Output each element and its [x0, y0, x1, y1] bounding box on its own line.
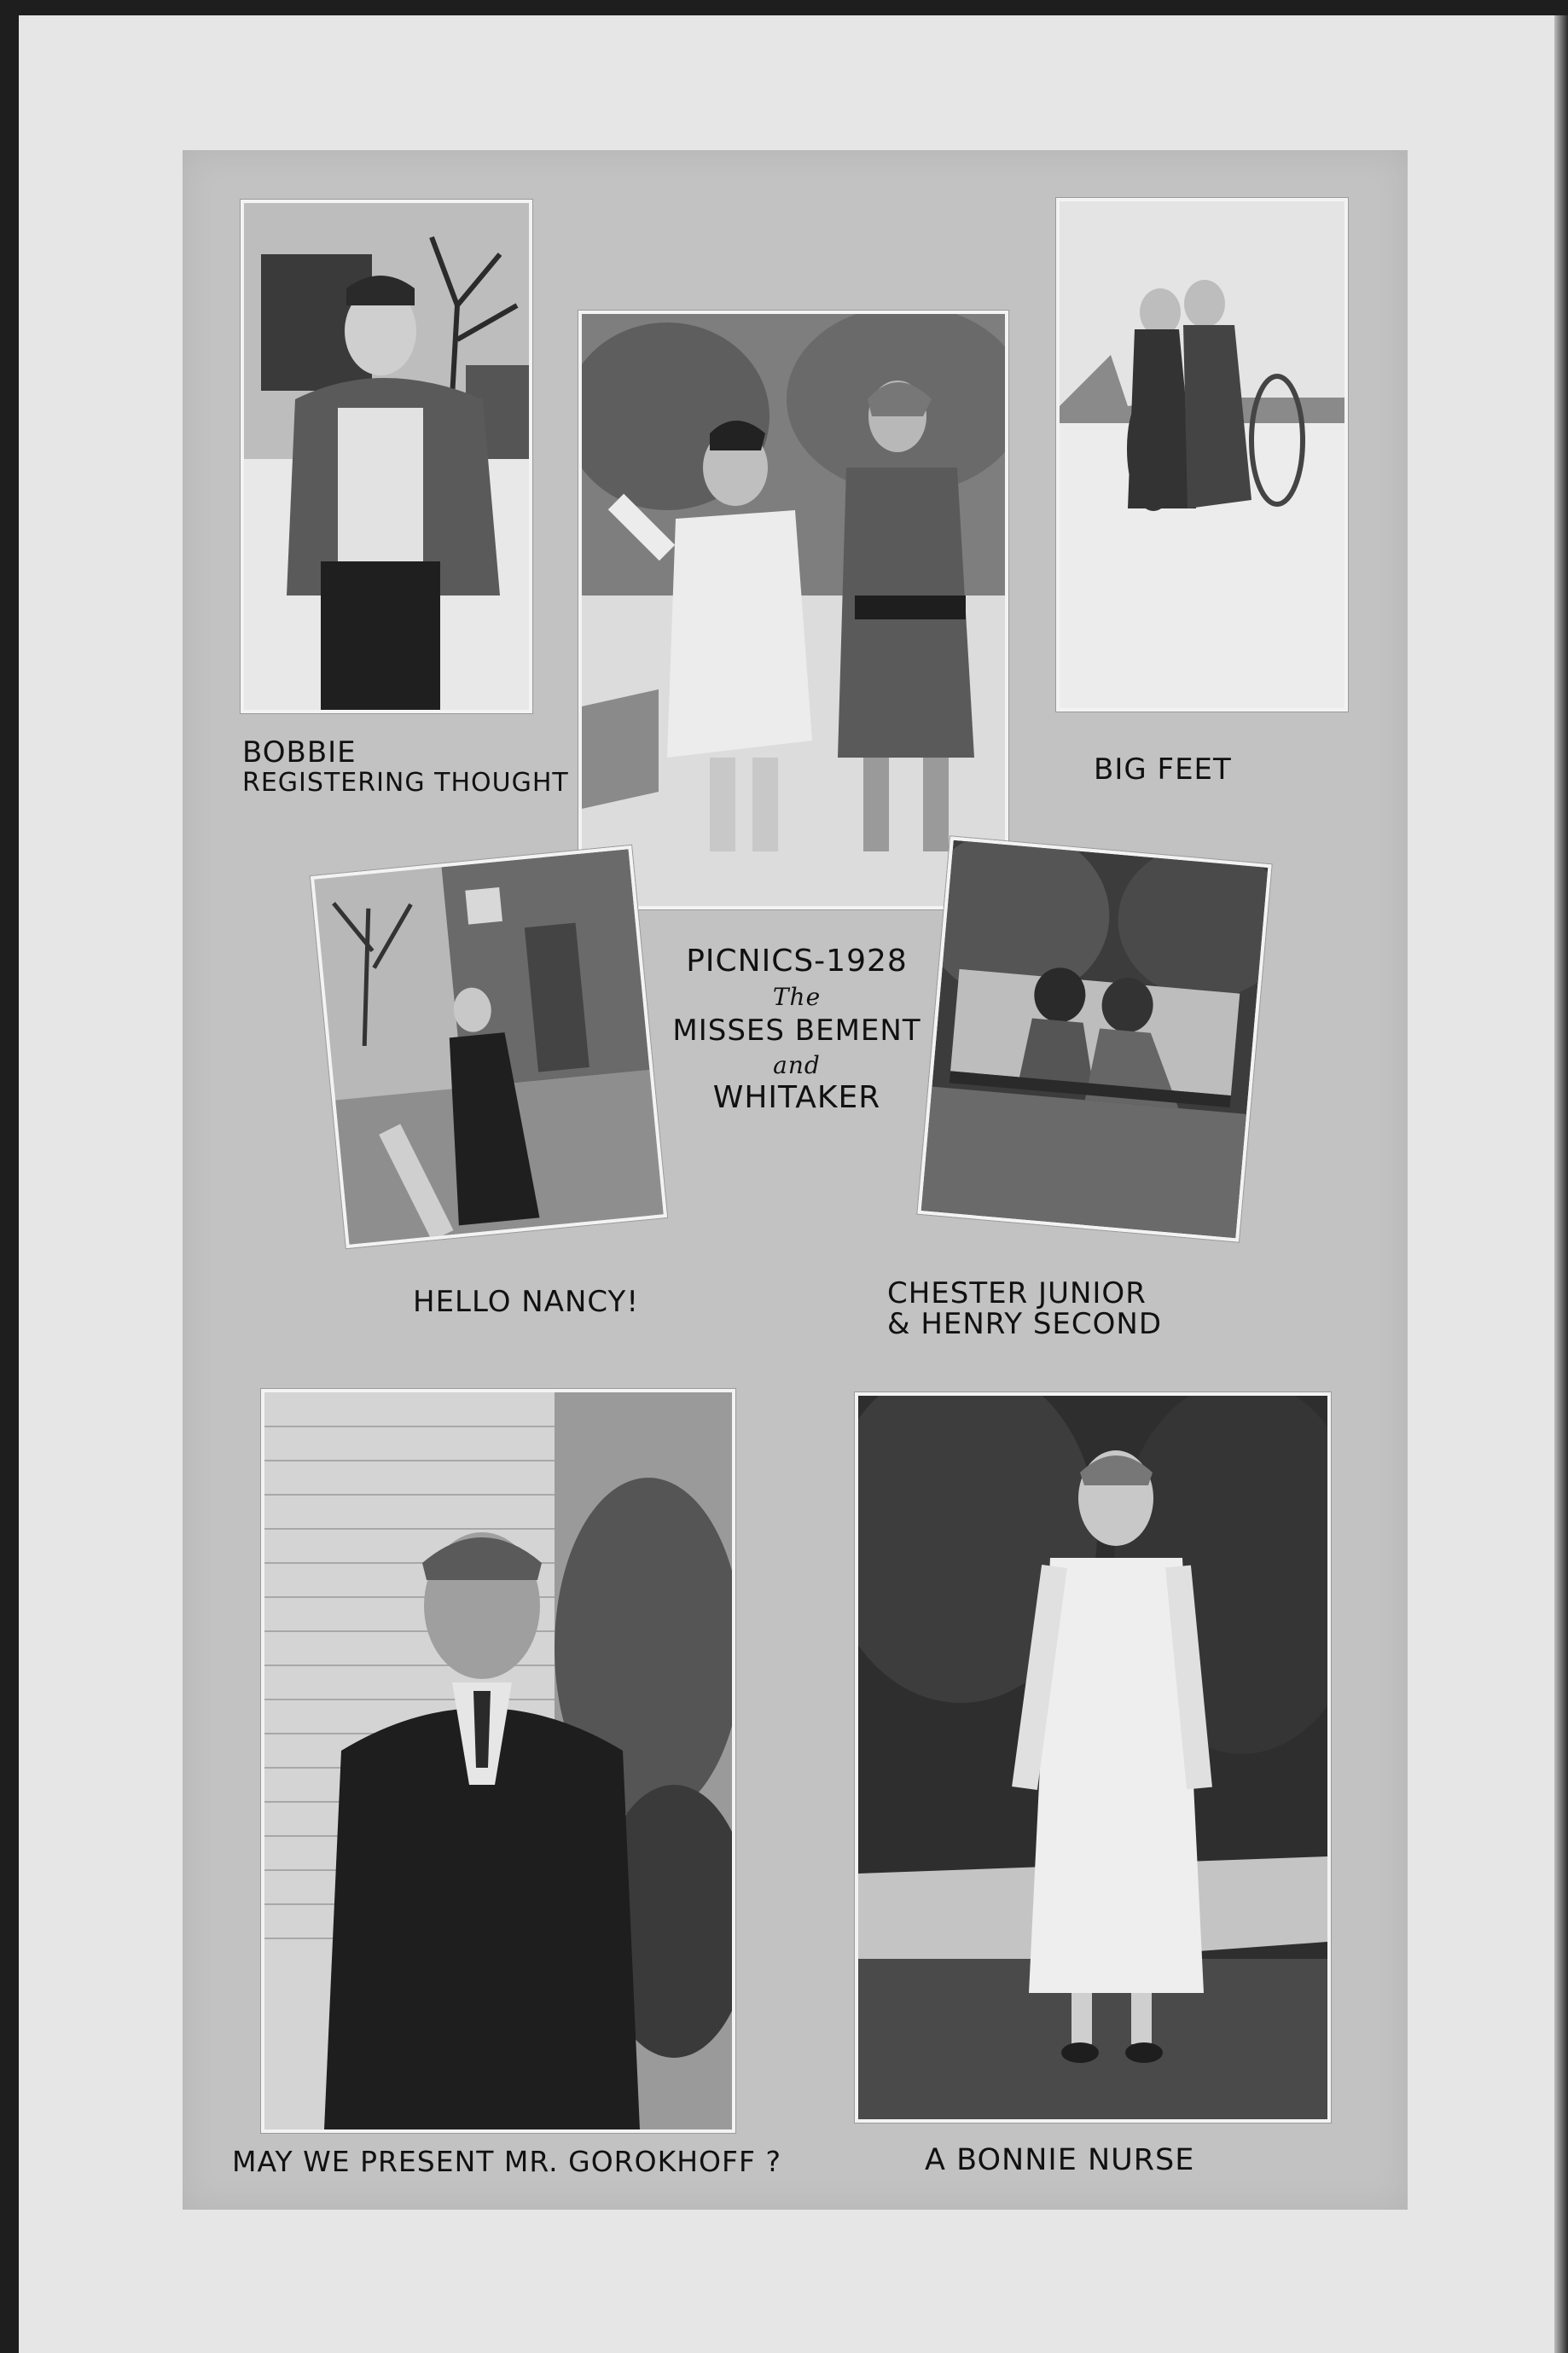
- photo-chester-henry: [917, 836, 1271, 1241]
- photo-big-feet-image: [1060, 201, 1344, 708]
- title-picnics-1928: PICNICS-1928: [686, 944, 908, 979]
- photo-gorokhoff: [261, 1389, 735, 2133]
- title-whitaker: WHITAKER: [712, 1080, 881, 1115]
- title-and: and: [773, 1051, 821, 1079]
- photo-bobbie-image: [244, 203, 529, 710]
- caption-big-feet: [1094, 752, 1232, 787]
- title-misses-bement: MISSES BEMENT: [672, 1014, 921, 1048]
- caption-bonnie-nurse-line1: A BONNIE NURSE: [925, 2143, 1195, 2177]
- photo-bonnie-nurse-image: [858, 1396, 1327, 2119]
- photo-big-feet: [1056, 198, 1348, 712]
- photo-gorokhoff-image: [264, 1392, 732, 2129]
- caption-hello-nancy: [413, 1285, 639, 1319]
- photo-picnic-center: [578, 311, 1008, 909]
- title-the: The: [772, 983, 822, 1011]
- caption-chester-henry-line1: CHESTER JUNIOR: [887, 1276, 1147, 1310]
- photo-hello-nancy-image: [314, 849, 664, 1244]
- caption-chester-henry-line2: & HENRY SECOND: [887, 1307, 1163, 1341]
- caption-bobbie: [242, 737, 569, 799]
- photo-bobbie: [241, 200, 532, 713]
- photo-bonnie-nurse: [855, 1392, 1331, 2123]
- photo-picnic-center-image: [582, 314, 1005, 906]
- caption-gorokhoff: [232, 2145, 781, 2178]
- center-title-block: [626, 944, 967, 1285]
- caption-bonnie-nurse: [925, 2143, 1194, 2177]
- photo-chester-henry-image: [921, 840, 1269, 1239]
- caption-bobbie-line2: REGISTERING THOUGHT: [242, 768, 569, 798]
- caption-gorokhoff-line1: MAY WE PRESENT MR. GOROKHOFF ?: [232, 2145, 781, 2178]
- photo-hello-nancy: [311, 845, 667, 1248]
- page-edge-shadow: [1554, 15, 1568, 2353]
- caption-big-feet-line1: BIG FEET: [1094, 752, 1232, 787]
- caption-hello-nancy-line1: HELLO NANCY!: [413, 1285, 639, 1319]
- caption-bobbie-line1: BOBBIE: [242, 735, 357, 770]
- photo-collage-panel: [183, 150, 1408, 2210]
- caption-chester-henry: [887, 1278, 1162, 1339]
